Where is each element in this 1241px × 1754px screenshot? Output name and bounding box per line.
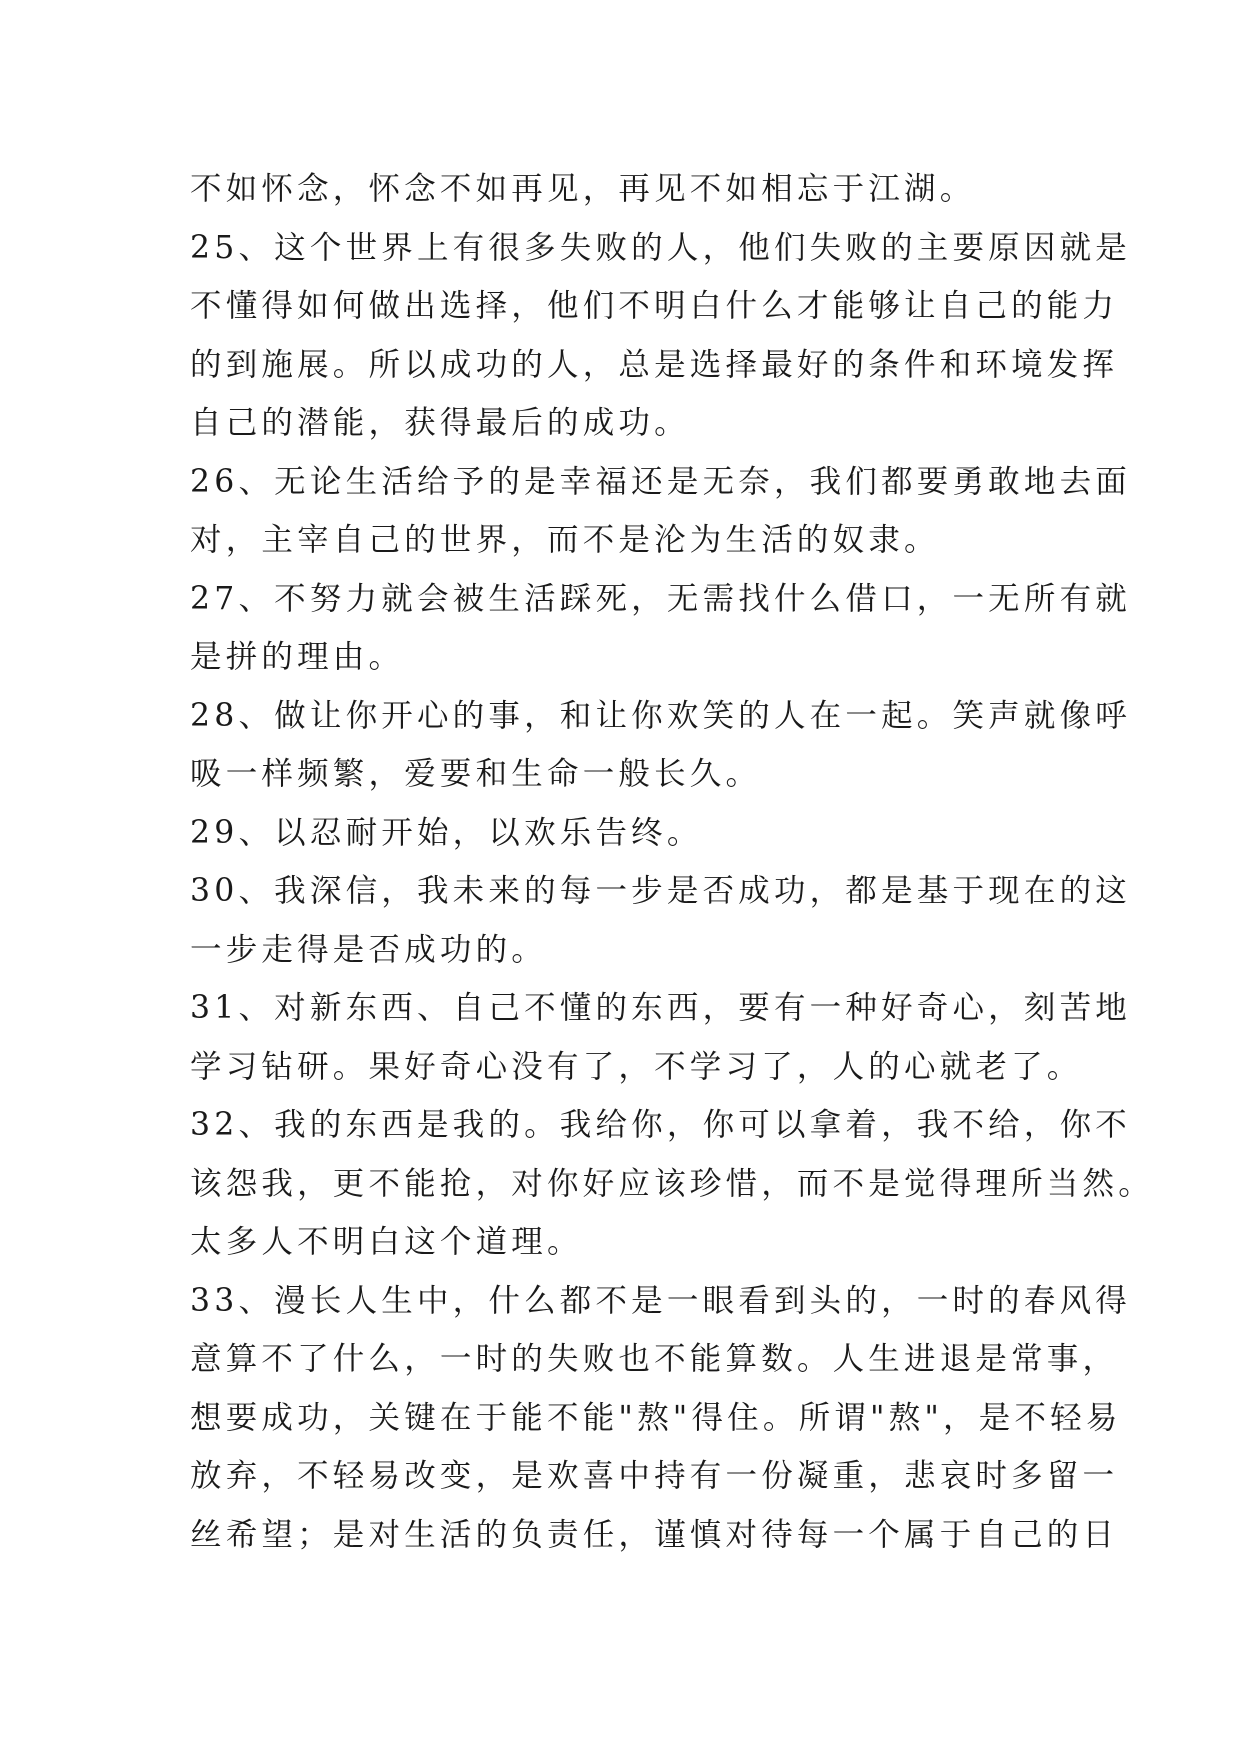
text-line: 26、无论生活给予的是幸福还是无奈，我们都要勇敢地去面 <box>190 463 1131 500</box>
text-line: 想要成功，关键在于能不能"熬"得住。所谓"熬"，是不轻易 <box>190 1399 1122 1436</box>
text-line: 28、做让你开心的事，和让你欢笑的人在一起。笑声就像呼 <box>190 697 1131 734</box>
text-line: 学习钻研。果好奇心没有了，不学习了，人的心就老了。 <box>190 1048 1083 1085</box>
text-line: 不懂得如何做出选择，他们不明白什么才能够让自己的能力 <box>190 288 1119 324</box>
text-line: 丝希望；是对生活的负责任，谨慎对待每一个属于自己的日 <box>190 1516 1119 1553</box>
text-line: 31、对新东西、自己不懂的东西，要有一种好奇心，刻苦地 <box>190 990 1131 1026</box>
text-line: 32、我的东西是我的。我给你，你可以拿着，我不给，你不 <box>190 1107 1131 1143</box>
text-line: 放弃，不轻易改变，是欢喜中持有一份凝重，悲哀时多留一 <box>190 1458 1119 1494</box>
text-line: 29、以忍耐开始，以欢乐告终。 <box>190 814 703 851</box>
text-line: 是拼的理由。 <box>190 639 405 675</box>
text-line: 太多人不明白这个道理。 <box>190 1224 583 1260</box>
text-line: 33、漫长人生中，什么都不是一眼看到头的，一时的春风得 <box>190 1282 1131 1319</box>
text-line: 一步走得是否成功的。 <box>190 931 548 968</box>
text-line: 该怨我，更不能抢，对你好应该珍惜，而不是觉得理所当然。 <box>190 1165 1154 1202</box>
text-line: 自己的潜能，获得最后的成功。 <box>190 405 690 441</box>
text-line: 27、不努力就会被生活踩死，无需找什么借口，一无所有就 <box>190 580 1131 617</box>
text-line: 的到施展。所以成功的人，总是选择最好的条件和环境发挥 <box>190 346 1119 383</box>
text-line: 30、我深信，我未来的每一步是否成功，都是基于现在的这 <box>190 873 1131 909</box>
text-line: 意算不了什么，一时的失败也不能算数。人生进退是常事， <box>190 1341 1119 1377</box>
text-line: 对，主宰自己的世界，而不是沦为生活的奴隶。 <box>190 522 940 558</box>
text-line: 不如怀念，怀念不如再见，再见不如相忘于江湖。 <box>190 171 976 207</box>
document-body <box>190 160 1154 1564</box>
text-line: 吸一样频繁，爱要和生命一般长久。 <box>190 756 762 792</box>
text-line: 25、这个世界上有很多失败的人，他们失败的主要原因就是 <box>190 229 1131 266</box>
